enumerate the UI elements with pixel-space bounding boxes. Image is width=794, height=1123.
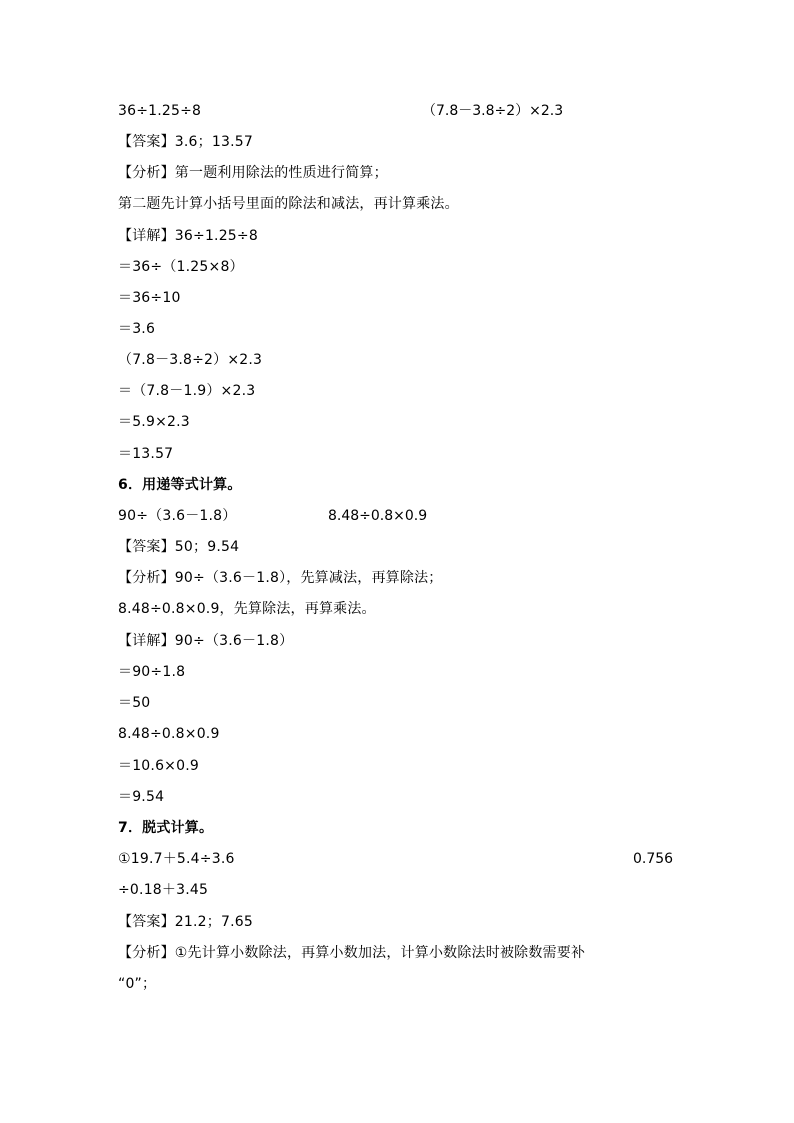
problem-line: （7.8－3.8÷2）×2.3	[422, 103, 564, 119]
problem-line: 0.756	[633, 851, 674, 867]
solution-line: ＝3.6	[118, 321, 156, 337]
analysis-line: “0”；	[118, 976, 157, 992]
solution-line: ＝36÷10	[118, 290, 181, 306]
solution-line: 【详解】90÷（3.6－1.8）	[118, 633, 294, 649]
solution-line: ＝50	[118, 695, 151, 711]
question-heading: 6．用递等式计算。	[118, 477, 242, 493]
answer-line: 【答案】21.2；7.65	[118, 914, 253, 930]
solution-line: 【详解】36÷1.25÷8	[118, 228, 258, 244]
analysis-line: 第二题先计算小括号里面的除法和减法，再计算乘法。	[118, 196, 459, 212]
solution-line: ＝90÷1.8	[118, 664, 186, 680]
analysis-line: 【分析】90÷（3.6－1.8），先算减法，再算除法；	[118, 570, 443, 586]
answer-line: 【答案】3.6；13.57	[118, 134, 253, 150]
problem-line: 36÷1.25÷8	[118, 103, 202, 119]
solution-line: ＝10.6×0.9	[118, 758, 199, 774]
solution-line: ＝5.9×2.3	[118, 414, 190, 430]
solution-line: 8.48÷0.8×0.9	[118, 726, 220, 742]
analysis-line: 【分析】①先计算小数除法，再算小数加法，计算小数除法时被除数需要补	[118, 945, 586, 961]
solution-line: ＝36÷（1.25×8）	[118, 259, 244, 275]
problem-line: ①19.7＋5.4÷3.6	[118, 851, 235, 867]
analysis-line: 8.48÷0.8×0.9，先算除法，再算乘法。	[118, 601, 376, 617]
answer-line: 【答案】50；9.54	[118, 539, 240, 555]
solution-line: ＝9.54	[118, 789, 165, 805]
problem-line: ÷0.18＋3.45	[118, 882, 209, 898]
analysis-line: 【分析】第一题利用除法的性质进行简算；	[118, 165, 388, 181]
question-heading: 7．脱式计算。	[118, 820, 214, 836]
solution-line: ＝13.57	[118, 446, 174, 462]
problem-line: 90÷（3.6－1.8）	[118, 508, 237, 524]
solution-line: （7.8－3.8÷2）×2.3	[118, 352, 263, 368]
problem-line: 8.48÷0.8×0.9	[328, 508, 428, 524]
solution-line: ＝（7.8－1.9）×2.3	[118, 383, 256, 399]
